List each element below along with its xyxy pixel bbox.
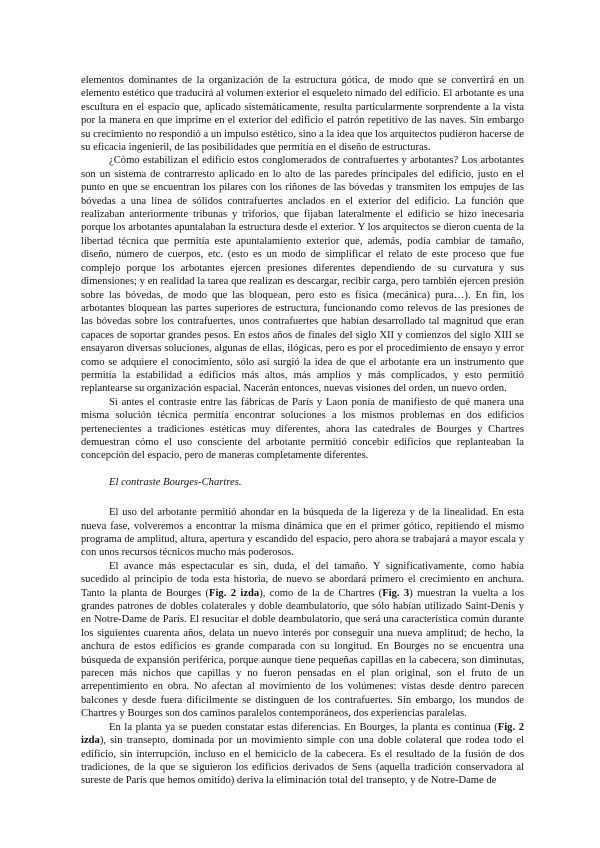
paragraph-arbotante-intro: elementos dominantes de la organización de la estructura gótica, de modo que se convertirá en un elemento estético que traducirá al volumen exterior el esqueleto nimado del edificio. El arbotante es una escultura en el espacio que, aplicado sistemáticamente, resulta particularmente sorprendente a la vista por la manera en que imprime en el exterior del edificio el patrón repetitivo de las naves. Sin embargo su crecimiento no respondió a un impulso estético, sino a la idea que los arquitectos pudieron hacerse de su eficacia ingenieril, de las posibilidades que permitía en el diseño de estructuras.: [81, 75, 524, 154]
paragraph-planta: [81, 721, 524, 788]
paragraph-avance-tamano: [81, 560, 524, 721]
figure-reference: Fig. 2 izda: [81, 721, 525, 747]
text-run: ), sin transepto, dominada por un movimiento simple con una doble colateral que rodea todo el edificio, sin interrupción, incluso en el hemiciclo de la cabecera. Es el resultado de la fusión de dos tradiciones, de la que se siguieron los edificios derivados de Sens (aquella tradición conservadora al sureste de París que hemos omitido) deriva la eliminación total del transepto, y de Notre-Dame de: [81, 735, 524, 787]
text-run: ) muestran la vuelta a los grandes patrones de dobles colaterales y doble deambulatorio, que sólo habían utilizado Saint-Denis y en Notre-Dame de París. El resucitar el doble deambulatorio, que será una característica común durante los siguientes cuarenta años, delata un nuevo interés por conseguir una nueva amplitud; de hecho, la anchura de estos edificios es grande comparada con su longitud. En Bourges no se encuentra una búsqueda de expansión periférica, porque aunque tiene pequeñas capillas en la cabecera, son diminutas, parecen más nichos que capillas y no fueron pensadas en el plan original, son el fruto de un arrepentimiento en obra. No afectan al movimiento de los volúmenes: vistas desde dentro parecen balcones y desde fuera difícilmente se distinguen de los contrafuertes. Sin embargo, los mundos de Chartres y Bourges son dos caminos paralelos contemporáneos, dos experiencias paralelas.: [81, 587, 525, 720]
paragraph-uso-arbotante: El uso del arbotante permitió ahondar en la búsqueda de la ligereza y de la linealidad. En esta nueva fase, volveremos a encontrar la misma dinámica que en el primer gótico, repitiendo el mismo programa de amplitud, altura, apertura y escandido del espacio, pero ahora se trabajará a mayor escala y con unos recursos técnicos mucho más poderosos.: [81, 507, 524, 559]
text-run: ), como de la de Chartres (: [259, 587, 383, 599]
figure-reference: Fig. 3: [382, 587, 410, 599]
paragraph-estabilizacion: ¿Cómo estabilizan el edificio estos conglomerados de contrafuertes y arbotantes? Los arbotantes son un sistema de contrarresto aplicado en lo alto de las paredes principales del edificio, justo en el punto en que se encuentran los pilares con los riñones de las bóvedas y transmiten los empujes de las bóvedas a una línea de sólidos contrafuertes anclados en el exterior del edificio. La función que realizaban anteriormente tribunas y triforios, que fijaban lateralmente el edificio se hizo inecesaria porque los arbotantes apuntalaban la estructura desde el exterior. Y los arquitectos se dieron cuenta de la libertad técnica que permitía este apuntalamiento exterior que, además, podía cambiar de tamaño, diseño, número de cuerpos, etc. (esto es un modo de simplificar el relato de este proceso que fue complejo porque los arbotantes ejercen presiones diferentes dependiendo de su curvatura y sus dimensiones; y en realidad la tarea que realizan es descargar, recibir carga, pero también ejercen presión sobre las bóvedas, de modo que las bloquean, pero esto es física (mecánica) pura…). En fin, los arbotantes bloquean las partes superiores de estructura, funcionando como relevos de las presiones de las bóvedas sobre los contrafuertes, unos contrafuertes que habían desarrollado tal magnitud que eran capaces de soportar grandes pesos. En estos años de finales del siglo XII y comienzos del siglo XIII se ensayaron diversas soluciones, algunas de ellas, ilógicas, pero es por el procedimiento de ensayo y error como se adquiere el conocimiento, sólo así surgió la idea de que el arbotante era un instrumento que permitía la estabilidad a edificios más altos, más amplios y más complicados, y esto permitió replantearse su organización espacial. Nacerán entonces, nuevas visiones del orden, un nuevo orden.: [81, 155, 524, 395]
figure-reference: Fig. 2 izda: [208, 587, 260, 599]
paragraph-contraste-paris-laon: Si antes el contraste entre las fábricas de París y Laon ponía de manifiesto de qué manera una misma solución técnica permitía encontrar soluciones a los mismos problemas en dos edificios pertenecientes a tradiciones estéticas muy diferentes, ahora las catedrales de Bourges y Chartres demuestran cómo el uso consciente del arbotante permitió concebir edificios que replanteaban la concepción del espacio, pero de maneras completamente diferentes.: [81, 396, 524, 462]
text-run: El avance más espectacular es sin, duda, el del tamaño. Y significativamente, como había sucedido al principio de toda esta historia, de nuevo se abordará primero el crecimiento en anchura. Tanto la planta de Bourges (: [81, 560, 524, 599]
section-heading: El contraste Bourges-Chartres.: [109, 476, 242, 488]
text-run: En la planta ya se pueden constatar estas diferencias. En Bourges, la planta es continua (: [109, 721, 498, 733]
